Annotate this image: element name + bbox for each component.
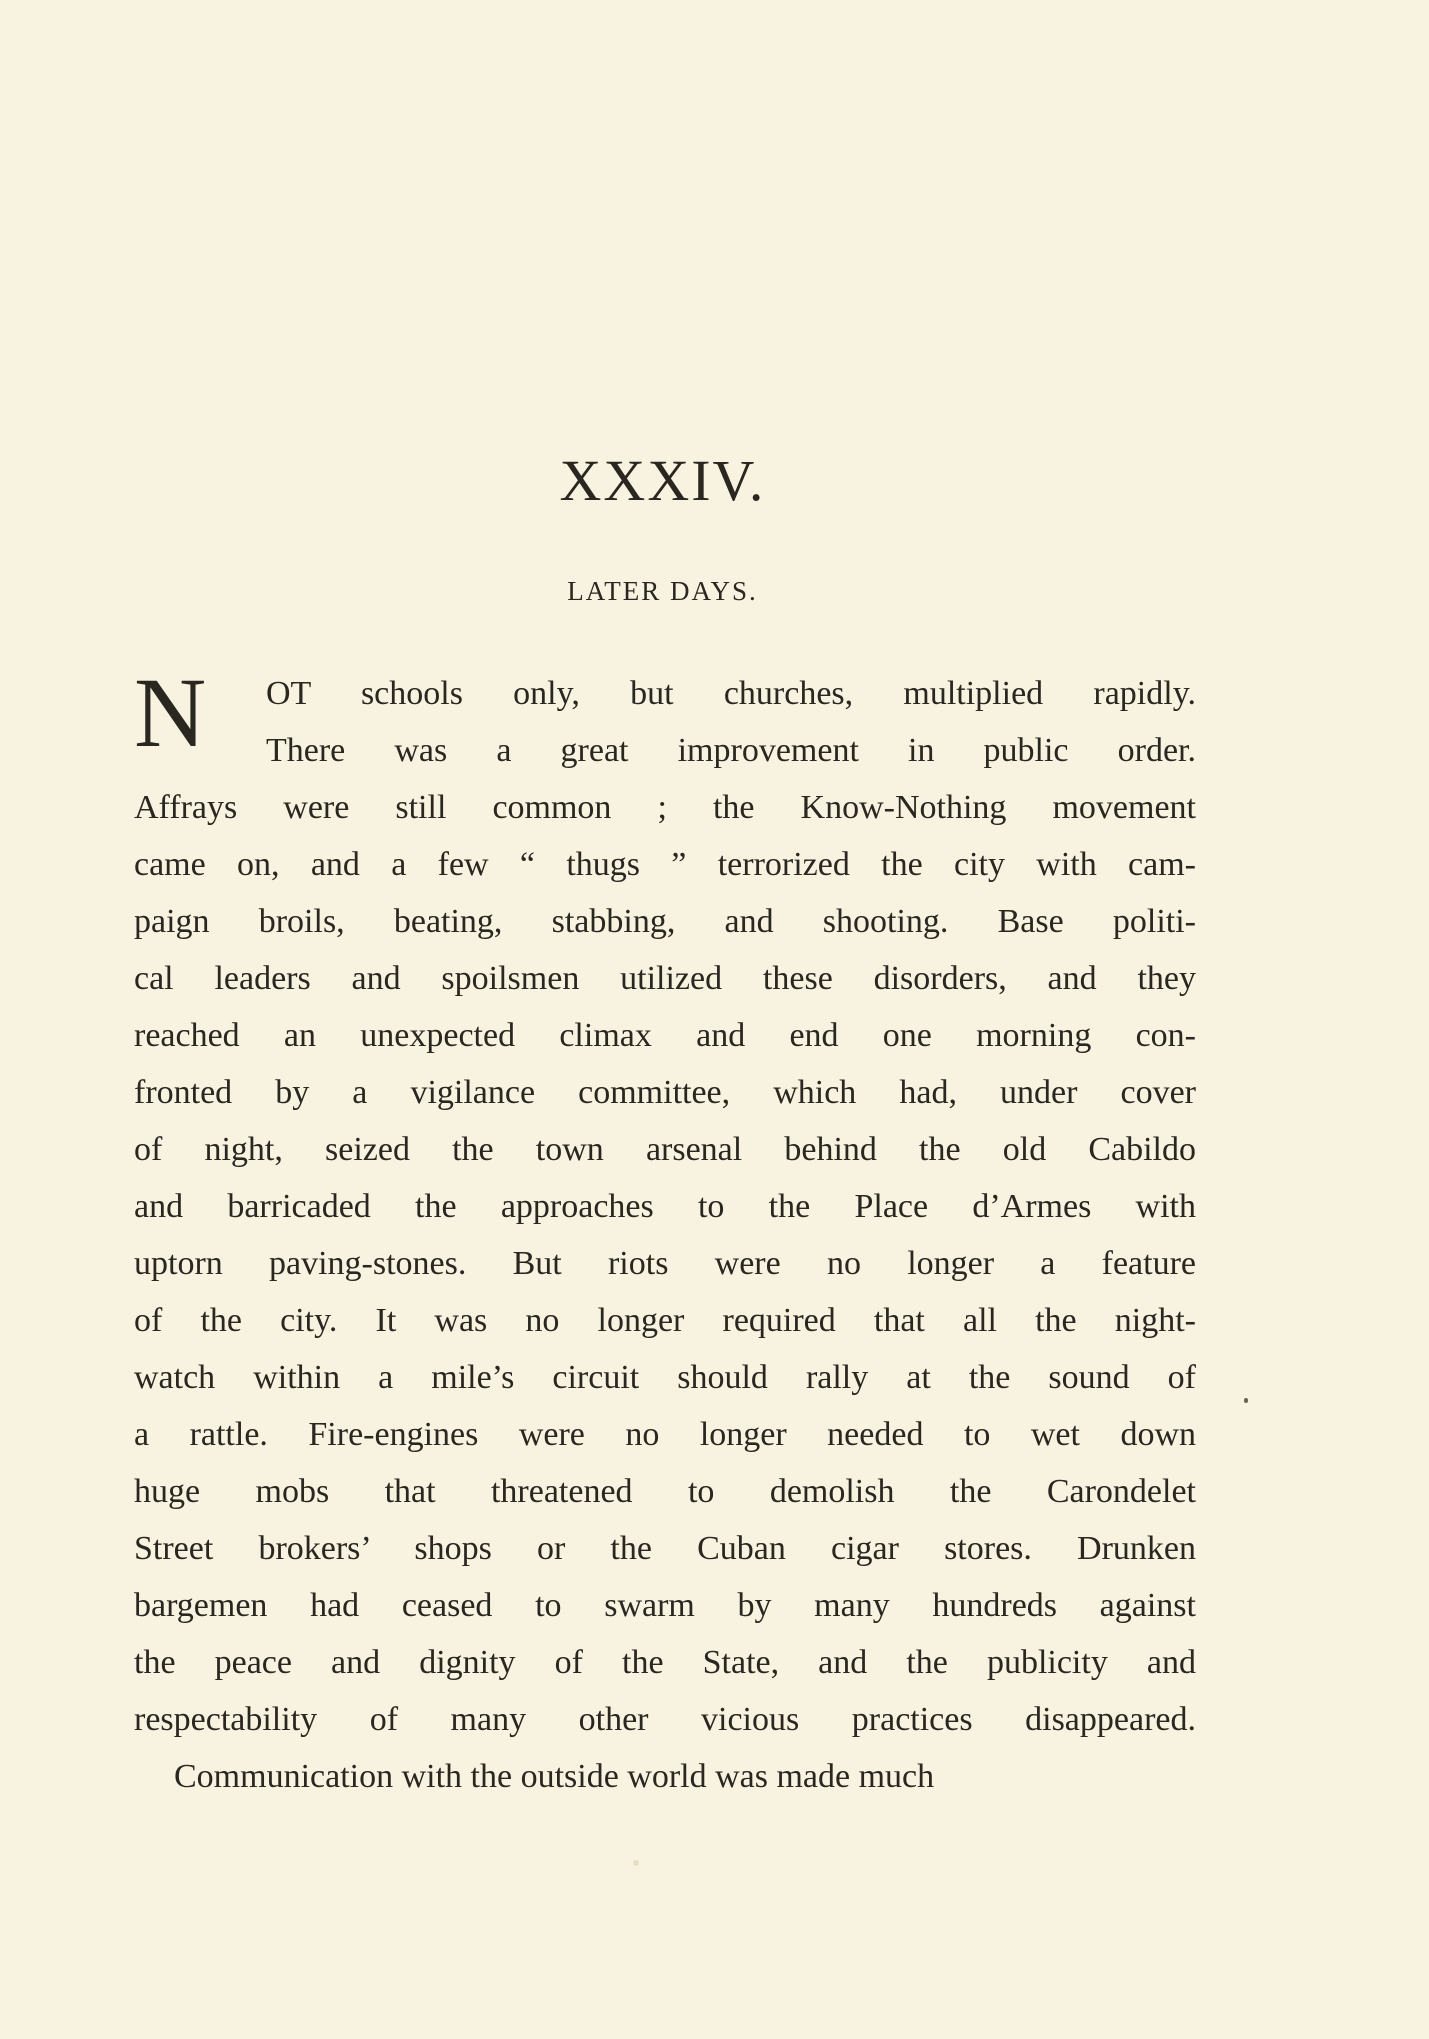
text-line: respectability of many other vicious practices disappeared. <box>134 1701 1196 1738</box>
text-line: Affrays were still common ; the Know-Nothing movement <box>134 789 1196 826</box>
text-line: reached an unexpected climax and end one morning con- <box>134 1017 1196 1054</box>
text-line: paign broils, beating, stabbing, and shooting. Base politi- <box>134 903 1196 940</box>
text-line: of night, seized the town arsenal behind the old Cabildo <box>134 1131 1196 1168</box>
text-line: of the city. It was no longer required that all the night- <box>134 1302 1196 1339</box>
ink-speck <box>1244 1398 1248 1403</box>
paper-speck <box>633 1860 639 1866</box>
text-line: Street brokers’ shops or the Cuban cigar stores. Drunken <box>134 1530 1196 1567</box>
chapter-number: XXXIV. <box>559 448 766 513</box>
text-line: uptorn paving-stones. But riots were no longer a feature <box>134 1245 1196 1282</box>
text-line: bargemen had ceased to swarm by many hundreds against <box>134 1587 1196 1624</box>
text-line: came on, and a few “ thugs ” terrorized the city with cam- <box>134 846 1196 883</box>
text-line: There was a great improvement in public order. <box>266 732 1196 769</box>
text-line: OT schools only, but churches, multiplied rapidly. <box>266 675 1196 712</box>
text-line: a rattle. Fire-engines were no longer needed to wet down <box>134 1416 1196 1453</box>
text-line: huge mobs that threatened to demolish the Carondelet <box>134 1473 1196 1510</box>
text-line: Communication with the outside world was made much <box>174 1758 935 1795</box>
text-line: the peace and dignity of the State, and the publicity and <box>134 1644 1196 1681</box>
drop-cap: N <box>134 657 201 768</box>
chapter-title: LATER DAYS. <box>567 576 758 606</box>
text-line: fronted by a vigilance committee, which had, under cover <box>134 1074 1196 1111</box>
body-paragraph <box>134 657 1196 1805</box>
text-line: cal leaders and spoilsmen utilized these disorders, and they <box>134 960 1196 997</box>
text-line: watch within a mile’s circuit should rally at the sound of <box>134 1359 1196 1396</box>
text-line: and barricaded the approaches to the Place d’Armes with <box>134 1188 1196 1225</box>
